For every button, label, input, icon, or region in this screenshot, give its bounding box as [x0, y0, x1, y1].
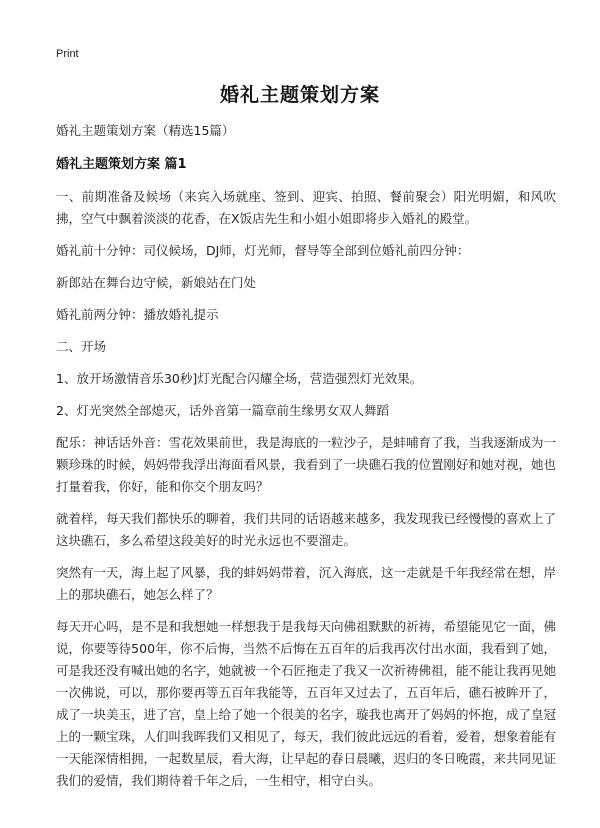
paragraph-narration-4: 每天开心吗，是不是和我想她一样想我于是我每天向佛祖默默的祈祷，希望能见它一面，佛说，你要等待500年，你不后悔，当然不后悔在五百年的后我再次付出水面，我看到了她，可是我还没有喊出她的名字，她就被一个石匠拖走了我又一次祈祷佛祖，能不能让我再见她一次佛说，可以，那你要再等五百年我能等，五百年又过去了，五百年后，礁石被眸开了，成了一块美玉，进了宫，皇上给了她一个很美的名字，璇我也离开了妈妈的怀抱，成了皇冠上的一颗宝珠，人们叫我晖我们又相见了，每天，我们彼此远远的看着，爱着，想象着能有一天能深情相拥，一起数星辰，看大海，让早起的春日晨曦，迟归的冬日晚霞，来共同见证我们的爱情，我们期待着千年之后，一生相守，相守白头。 — [56, 619, 557, 788]
paragraph-preparation: 一、前期准备及候场（来宾入场就座、签到、迎宾、拍照、餐前聚会）阳光明媚，和风吹拂，空气中飘着淡淡的花香，在X饭店先生和小姐小姐即将步入婚礼的殿堂。 — [56, 189, 556, 226]
paragraph-ten-minutes: 婚礼前十分钟：司仪候场，DJ师，灯光师，督导等全部到位婚礼前四分钟： — [56, 243, 470, 258]
paragraph-narration-2: 就着样，每天我们都快乐的聊着，我们共同的话语越来越多，我发现我已经慢慢的喜欢上了这块礁石，多么希望这段美好的时光永远也不要溜走。 — [56, 511, 557, 548]
paragraph-narration-3: 突然有一天，海上起了风暴，我的蚌妈妈带着，沉入海底，这一走就是千年我经常在想，岸上的那块礁石，她怎么样了？ — [56, 565, 557, 602]
document-title: 婚礼主题策划方案 — [219, 84, 380, 106]
paragraph-opening-step-1: 1、放开场激情音乐30秒]灯光配合闪耀全场，营造强烈灯光效果。 — [56, 371, 423, 386]
document-subtitle: 婚礼主题策划方案（精选15篇） — [56, 123, 235, 138]
paragraph-opening-heading: 二、开场 — [56, 339, 107, 354]
paragraph-narration-1: 配乐：神话话外音：雪花效果前世，我是海底的一粒沙子，是蚌哺育了我，当我逐渐成为一颗珍珠的时候，妈妈带我浮出海面看风景，我看到了一块礁石我的位置刚好和她对视，她也打量着我，你好，能和你交个朋友吗？ — [56, 435, 557, 494]
section-heading: 婚礼主题策划方案 篇1 — [56, 157, 187, 172]
document-body — [56, 120, 556, 800]
paragraph-groom-bride-position: 新郎站在舞台边守候，新娘站在门处 — [56, 275, 257, 290]
print-label: Print — [56, 48, 79, 60]
paragraph-opening-step-2: 2、灯光突然全部熄灭，话外音第一篇章前生缘男女双人舞蹈 — [56, 403, 389, 418]
paragraph-two-minutes: 婚礼前两分钟：播放婚礼提示 — [56, 307, 219, 322]
